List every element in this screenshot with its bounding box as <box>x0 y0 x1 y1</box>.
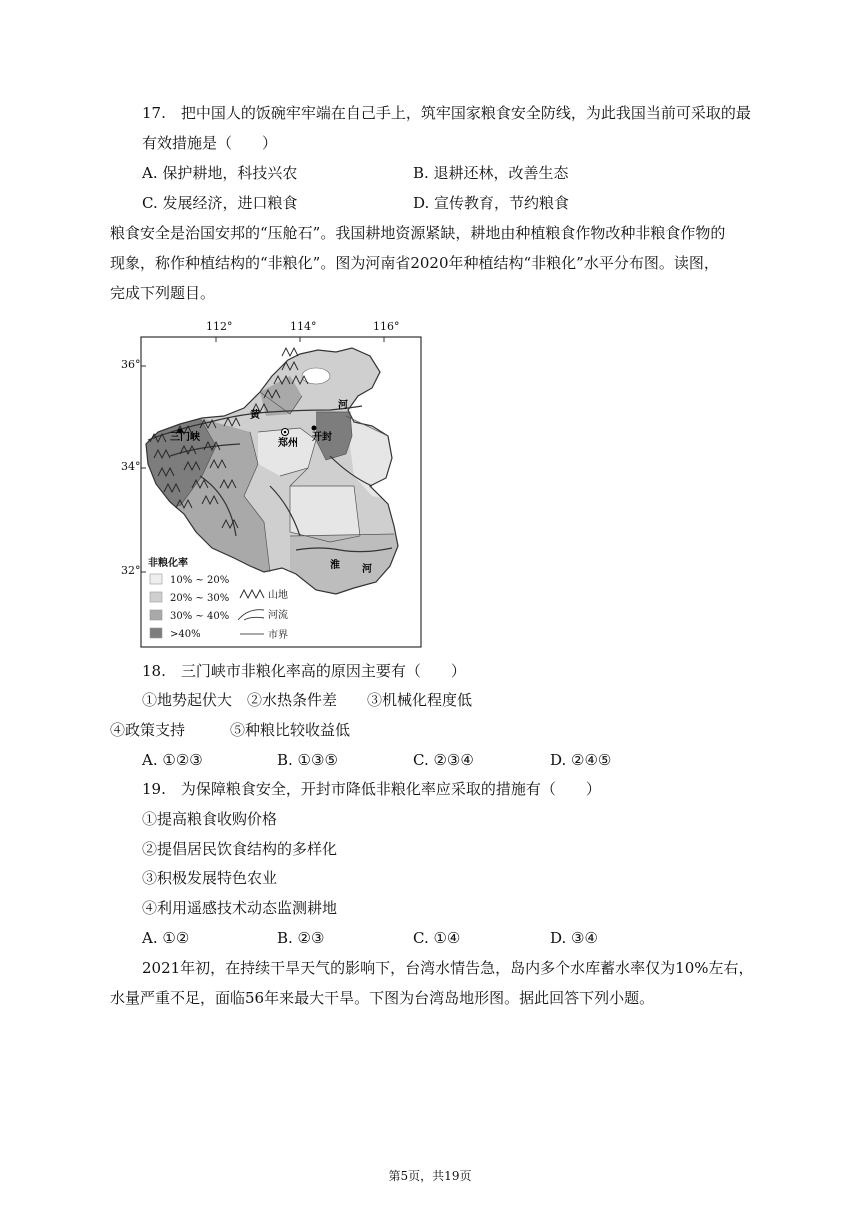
passage1-line1: 粮食安全是治国安邦的“压舱石”。我国耕地资源紧缺，耕地由种植粮食作物改种非粮食作物的 <box>110 224 726 242</box>
passage1-line3: 完成下列题目。 <box>110 284 216 302</box>
legend-class-3: 30% ~ 40% <box>170 611 230 622</box>
legend-mountain-label: 山地 <box>268 590 288 601</box>
page-footer: 第5页，共19页 <box>388 1169 472 1183</box>
passage2-line1: 2021年初，在持续干旱天气的影响下，台湾水情告急，岛内多个水库蓄水率仅为10%左右， <box>142 959 754 977</box>
lon-114-label: 114° <box>290 320 317 333</box>
legend-class-2: 20% ~ 30% <box>170 593 230 604</box>
passage1-line2: 现象，称作种植结构的“非粮化”。图为河南省2020年种植结构“非粮化”水平分布图。读图， <box>110 254 719 272</box>
q19-item-4: ④利用遥感技术动态监测耕地 <box>142 899 338 917</box>
legend-class-4: >40% <box>170 629 201 640</box>
q18-stem: 18. 三门峡市非粮化率高的原因主要有（ ） <box>142 662 466 680</box>
legend-class-1: 10% ~ 20% <box>170 575 230 586</box>
lon-116-label: 116° <box>373 320 400 333</box>
label-kaifeng: 开封 <box>312 432 332 443</box>
lon-112-label: 112° <box>206 320 233 333</box>
q19-option-b: B. ②③ <box>277 929 325 947</box>
q19-option-d: D. ③④ <box>550 929 598 947</box>
label-huang: 黄 <box>250 410 260 421</box>
q18-option-b: B. ①③⑤ <box>277 751 338 769</box>
q17-stem-line1: 17. 把中国人的饭碗牢牢端在自己手上，筑牢国家粮食安全防线，为此我国当前可采取的最 <box>142 104 751 122</box>
q17-option-b: B. 退耕还林，改善生态 <box>413 164 569 182</box>
lat-36-label: 36° <box>121 358 141 371</box>
passage2-line2: 水量严重不足，面临56年来最大干旱。下图为台湾岛地形图。据此回答下列小题。 <box>110 989 655 1007</box>
lat-34-label: 34° <box>121 460 141 473</box>
label-he2: 河 <box>362 564 372 575</box>
legend-title: 非粮化率 <box>148 558 188 569</box>
label-he1: 河 <box>338 400 348 411</box>
label-zhengzhou: 郑州 <box>278 438 298 449</box>
q19-option-c: C. ①④ <box>413 929 461 947</box>
q18-option-a: A. ①②③ <box>142 751 203 769</box>
q18-items-line2: ④政策支持 ⑤种粮比较收益低 <box>110 721 351 739</box>
q17-stem-line2: 有效措施是（ ） <box>142 134 278 152</box>
label-sanmenxia: 三门峡 <box>170 432 200 443</box>
q19-option-a: A. ①② <box>142 929 190 947</box>
kaifeng-dot <box>312 426 317 431</box>
q19-item-3: ③积极发展特色农业 <box>142 869 278 887</box>
label-huai: 淮 <box>330 560 340 571</box>
q18-option-d: D. ②④⑤ <box>550 751 612 769</box>
q18-items-line1: ①地势起伏大 ②水热条件差 ③机械化程度低 <box>142 691 473 709</box>
henan-map-figure <box>140 336 422 648</box>
q19-item-2: ②提倡居民饮食结构的多样化 <box>142 840 338 858</box>
lat-32-label: 32° <box>121 564 141 577</box>
q17-option-d: D. 宣传教育，节约粮食 <box>413 194 570 212</box>
q17-option-a: A. 保护耕地，科技兴农 <box>142 164 298 182</box>
legend-river-label: 河流 <box>268 610 288 621</box>
q18-option-c: C. ②③④ <box>413 751 474 769</box>
q19-stem: 19. 为保障粮食安全，开封市降低非粮化率应采取的措施有（ ） <box>142 780 601 798</box>
q17-option-c: C. 发展经济，进口粮食 <box>142 194 298 212</box>
q19-item-1: ①提高粮食收购价格 <box>142 810 278 828</box>
legend-boundary-label: 市界 <box>268 630 288 641</box>
